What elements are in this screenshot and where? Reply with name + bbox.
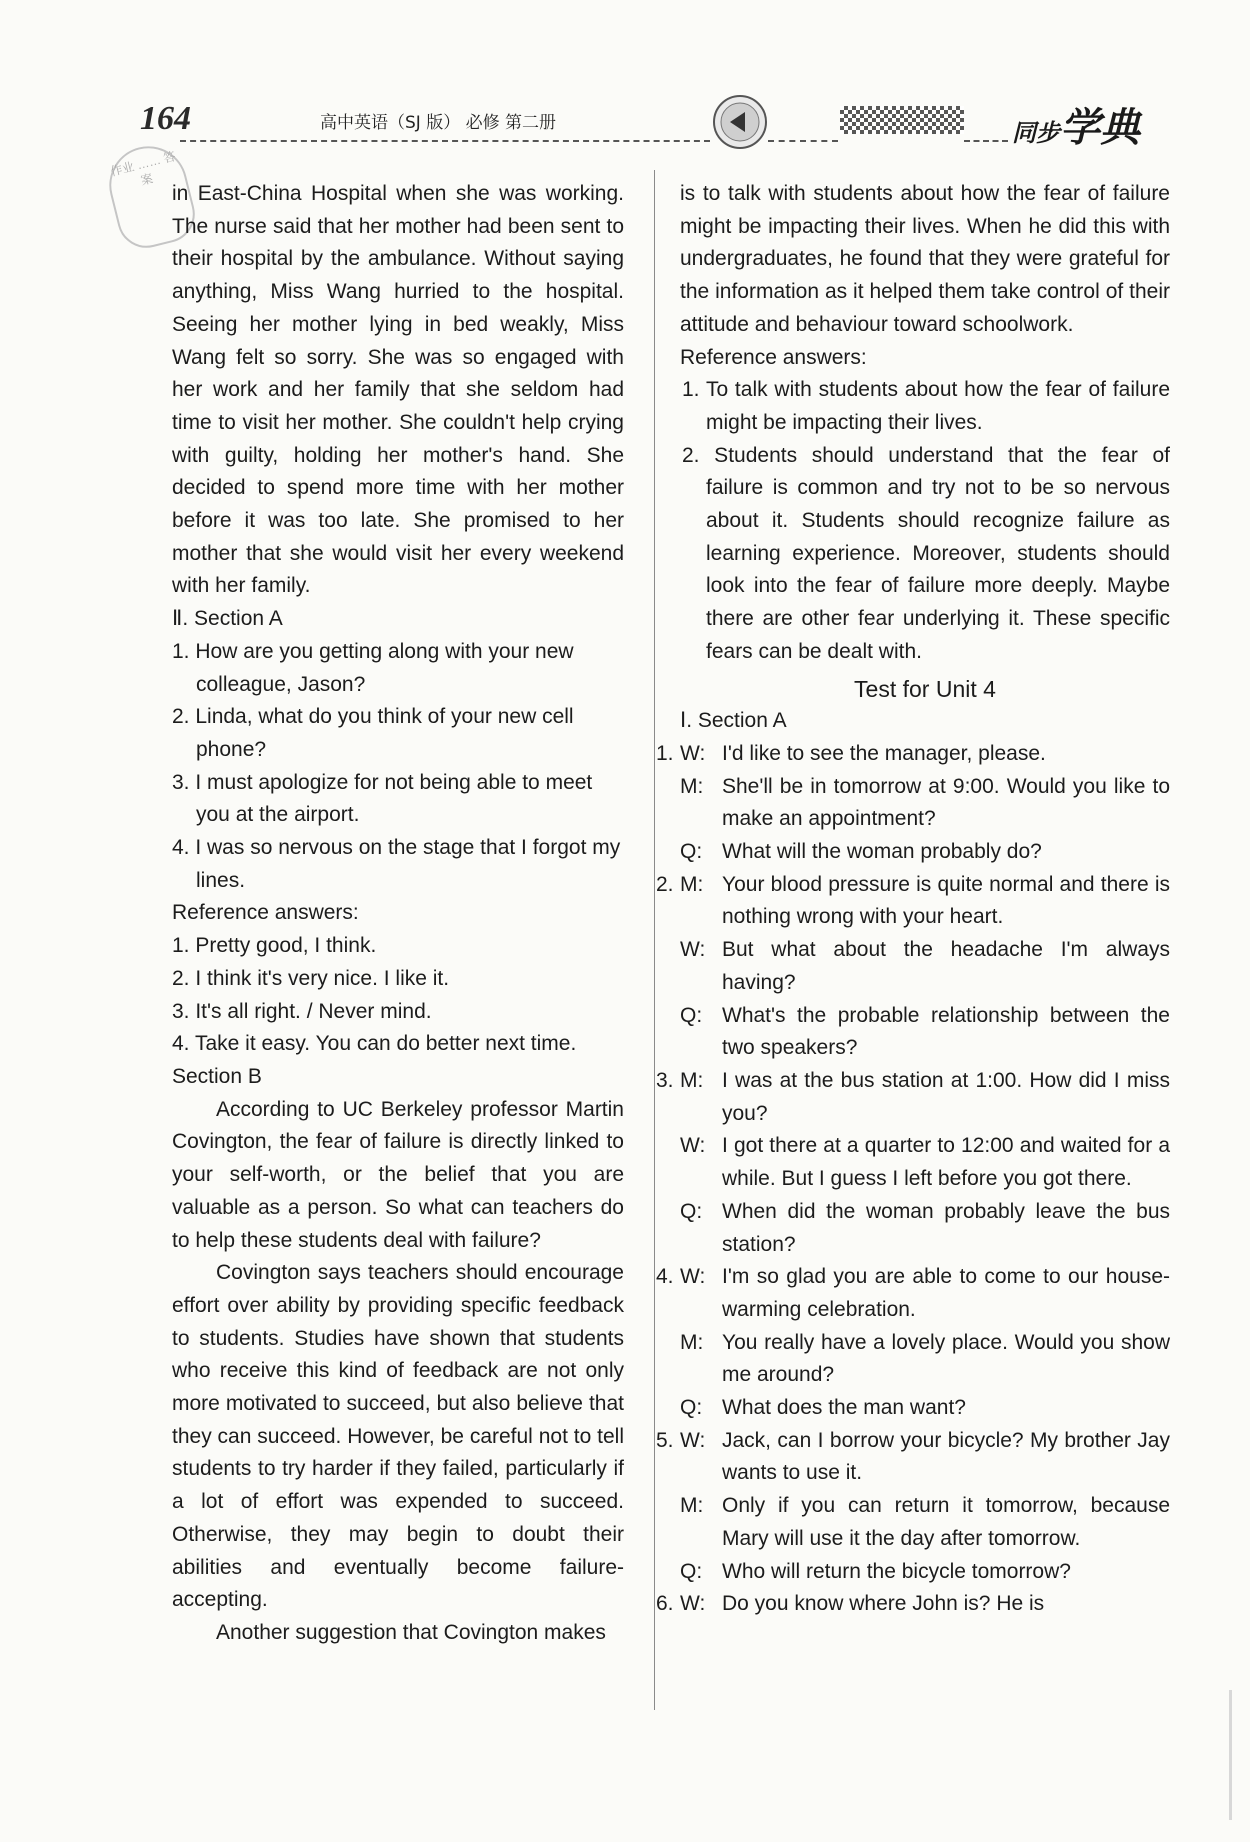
speaker-label: Q: xyxy=(680,1199,703,1223)
checker-pattern-icon xyxy=(840,106,964,134)
speaker-label: M: xyxy=(680,1068,704,1092)
passage-paragraph: Covington says teachers should encourage effort over ability by providing specific feedback to students. Studies have shown that students who receive this kind of feedback are not only more motivated to succeed, but also believe that they can succeed. However, be careful not to tell students to try harder if they failed, particularly if a lot of effort was expended to succeed. Otherwise, they may begin to doubt their abilities and eventually become failure-accepting. xyxy=(172,1261,624,1612)
page-header xyxy=(0,0,1250,170)
dialogue-line xyxy=(656,771,1170,836)
dialogue-text: I'd like to see the manager, please. xyxy=(722,741,1046,765)
column-divider xyxy=(654,170,655,1710)
dialogue-text: But what about the headache I'm always having? xyxy=(722,938,1170,994)
section-heading: Ⅱ. Section A xyxy=(172,607,283,631)
dialogue-number: 2. xyxy=(656,872,674,896)
speaker-label: W: xyxy=(680,1134,706,1158)
stamp-text: 作业 …… 答案 xyxy=(108,149,178,188)
answer-item: 1. Pretty good, I think. xyxy=(172,934,377,958)
speaker-label: Q: xyxy=(680,1003,703,1027)
passage-paragraph: According to UC Berkeley professor Martin Covington, the fear of failure is directly linked to your self-worth, or the belief that you are valuable as a person. So what can teachers do to help these students deal with failure? xyxy=(172,1097,624,1252)
dialogue-number: 1. xyxy=(656,741,674,765)
dialogue-text: When did the woman probably leave the bus station? xyxy=(722,1199,1170,1256)
dialogue-line xyxy=(656,1588,1170,1621)
dialogue-text: What will the woman probably do? xyxy=(722,840,1042,864)
speaker-label: W: xyxy=(680,1592,706,1616)
back-arrow-circle-icon xyxy=(712,94,768,150)
answer-item: 3. It's all right. / Never mind. xyxy=(172,999,432,1023)
speaker-label: M: xyxy=(680,1330,704,1354)
speaker-label: M: xyxy=(680,774,704,798)
header-rule-left xyxy=(180,140,710,142)
dialogue-text: She'll be in tomorrow at 9:00. Would you like to make an appointment? xyxy=(722,774,1170,831)
reference-label: Reference answers: xyxy=(680,345,867,369)
dialogue-line xyxy=(656,1490,1170,1555)
section-heading: Section B xyxy=(172,1064,262,1088)
header-rule-right xyxy=(964,140,1008,142)
dialogue-text: Do you know where John is? He is xyxy=(722,1592,1045,1616)
dialogue-text: Jack, can I borrow your bicycle? My brother Jay wants to use it. xyxy=(722,1428,1170,1485)
dialogue-line xyxy=(656,1556,1170,1589)
dialogue-line xyxy=(656,1425,1170,1490)
book-title: 高中英语（SJ 版） 必修 第二册 xyxy=(320,113,557,133)
dialogue-text: Only if you can return it tomorrow, because Mary will use it the day after tomorrow. xyxy=(722,1494,1170,1550)
dialogue-line xyxy=(656,869,1170,934)
dialogue-text: What does the man want? xyxy=(722,1396,966,1420)
dialogue-list xyxy=(656,738,1170,1621)
dialogue-text: Your blood pressure is quite normal and there is nothing wrong with your heart. xyxy=(722,872,1170,929)
dialogue-line xyxy=(656,738,1170,771)
dialogue-number: 5. xyxy=(656,1428,674,1452)
dialogue-line xyxy=(656,1392,1170,1425)
speaker-label: Q: xyxy=(680,1396,703,1420)
speaker-label: W: xyxy=(680,938,706,962)
left-column xyxy=(172,178,624,1650)
dialogue-line xyxy=(656,1065,1170,1130)
answer-item: 4. Take it easy. You can do better next time. xyxy=(172,1032,577,1056)
dialogue-text: You really have a lovely place. Would you show me around? xyxy=(722,1330,1170,1387)
brand-logo xyxy=(1012,96,1140,153)
question-item: 4. I was so nervous on the stage that I forgot my lines. xyxy=(172,836,621,892)
passage-paragraph: Another suggestion that Covington makes xyxy=(216,1620,606,1644)
story-paragraph: in East-China Hospital when she was working. The nurse said that her mother had been sent to their hospital by the ambulance. Without saying anything, Miss Wang hurried to the hospital. Seeing her mother lying in bed weakly, Miss Wang felt so sorry. She was so engaged with her work and her family that she seldom had time to visit her mother. She couldn't help crying with guilty, holding her mother's hand. She decided to spend more time with her mother before it was too late. She promised to her mother that she would visit her every weekend with her family. xyxy=(172,182,624,598)
dialogue-line xyxy=(656,1130,1170,1195)
speaker-label: M: xyxy=(680,1494,704,1518)
speaker-label: W: xyxy=(680,1428,706,1452)
header-rule-mid xyxy=(768,140,838,142)
dialogue-line xyxy=(656,1261,1170,1326)
test-title: Test for Unit 4 xyxy=(854,675,996,702)
section-heading: Ⅰ. Section A xyxy=(680,709,787,733)
page-edge xyxy=(1229,1690,1232,1820)
reference-label: Reference answers: xyxy=(172,901,359,925)
brand-big: 学典 xyxy=(1060,105,1140,151)
reference-answer: 1. To talk with students about how the fear of failure might be impacting their lives. xyxy=(682,378,1170,434)
brand-small: 同步 xyxy=(1012,119,1060,147)
dialogue-number: 3. xyxy=(656,1068,674,1092)
question-item: 2. Linda, what do you think of your new cell phone? xyxy=(172,705,574,761)
speaker-label: W: xyxy=(680,741,706,765)
passage-paragraph: is to talk with students about how the fear of failure might be impacting their lives. When he did this with undergraduates, he found that they were grateful for the information as it helped them take control of their attitude and behaviour toward schoolwork. xyxy=(680,182,1170,336)
dialogue-line xyxy=(656,1327,1170,1392)
speaker-label: M: xyxy=(680,872,704,896)
dialogue-line xyxy=(656,836,1170,869)
dialogue-line xyxy=(656,1000,1170,1065)
answer-item: 2. I think it's very nice. I like it. xyxy=(172,966,450,990)
speaker-label: Q: xyxy=(680,1559,703,1583)
dialogue-text: I'm so glad you are able to come to our house-warming celebration. xyxy=(722,1265,1170,1321)
dialogue-text: What's the probable relationship between the two speakers? xyxy=(722,1003,1170,1060)
dialogue-line xyxy=(656,934,1170,999)
speaker-label: W: xyxy=(680,1265,706,1289)
right-column xyxy=(656,178,1170,1621)
page-number: 164 xyxy=(140,100,191,137)
question-item: 3. I must apologize for not being able to meet you at the airport. xyxy=(172,770,593,827)
speaker-label: Q: xyxy=(680,840,703,864)
dialogue-text: I was at the bus station at 1:00. How did I miss you? xyxy=(722,1068,1170,1125)
dialogue-line xyxy=(656,1196,1170,1261)
dialogue-text: Who will return the bicycle tomorrow? xyxy=(722,1559,1071,1583)
dialogue-number: 6. xyxy=(656,1592,674,1616)
question-item: 1. How are you getting along with your new colleague, Jason? xyxy=(172,639,574,696)
reference-answer: 2. Students should understand that the fear of failure is common and try not to be so nervous about it. Students should recognize failure as learning experience. Moreover, students should look into the fear of failure more deeply. Maybe there are other fear underlying it. These specific fears can be dealt with. xyxy=(682,443,1170,663)
dialogue-text: I got there at a quarter to 12:00 and waited for a while. But I guess I left before you got there. xyxy=(722,1134,1170,1191)
dialogue-number: 4. xyxy=(656,1265,674,1289)
